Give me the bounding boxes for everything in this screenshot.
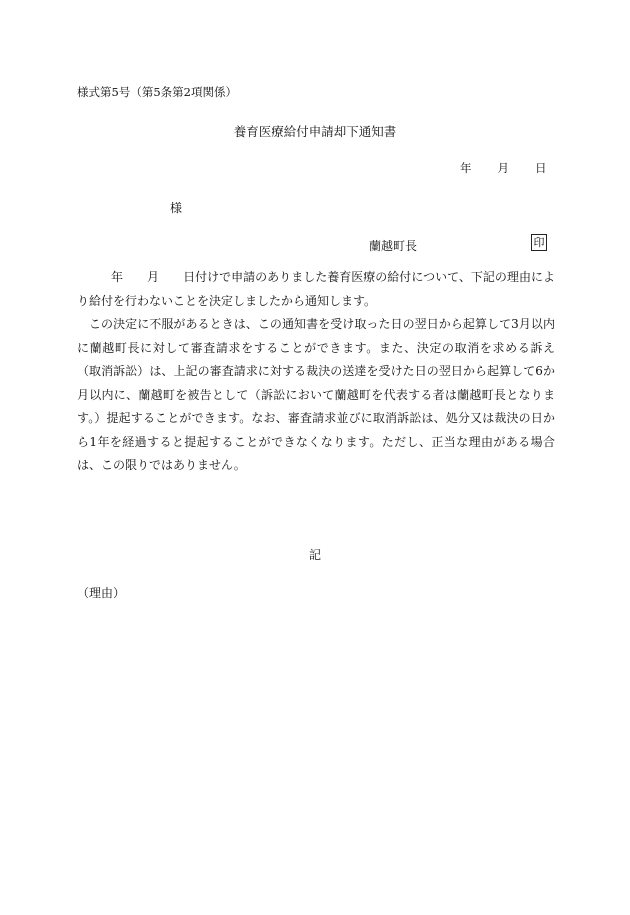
paragraph1-text: 日付けで申請のありました養育医療の給付について、下記の理由により給付を行わないことを決定しましたから通知します。 xyxy=(77,270,555,308)
date-day: 日 xyxy=(535,161,547,175)
date-line xyxy=(460,160,547,176)
document-title: 養育医療給付申請却下通知書 xyxy=(233,124,397,139)
notice-body xyxy=(77,266,555,478)
ki-heading: 記 xyxy=(308,548,321,562)
issuer-name: 蘭越町長 xyxy=(369,239,418,253)
reason-label: （理由） xyxy=(77,586,126,600)
date-month: 月 xyxy=(497,161,509,175)
paragraph1-year: 年 xyxy=(111,270,124,284)
addressee-suffix: 様 xyxy=(170,201,183,215)
paragraph1-month: 月 xyxy=(147,270,160,284)
date-year: 年 xyxy=(460,161,472,175)
notice-paragraph-1 xyxy=(77,266,555,313)
seal-stamp: 印 xyxy=(531,234,547,251)
notice-paragraph-2: この決定に不服があるときは、この通知書を受け取った日の翌日から起算して3月以内に蘭越町長に対して審査請求をすることができます。また、決定の取消を求める訴え（取消訴訟）は、上記の審査請求に対する裁決の送達を受けた日の翌日から起算して6か月以内に、蘭越町を被告として（訴訟において蘭越町を代表する者は蘭越町長となります。）提起することができます。なお、審査請求並びに取消訴訟は、処分又は裁決の日から1年を経過すると提起することができなくなります。ただし、正当な理由がある場合は、この限りではありません。 xyxy=(77,317,555,472)
form-number: 様式第5号（第5条第2項関係） xyxy=(77,85,237,99)
